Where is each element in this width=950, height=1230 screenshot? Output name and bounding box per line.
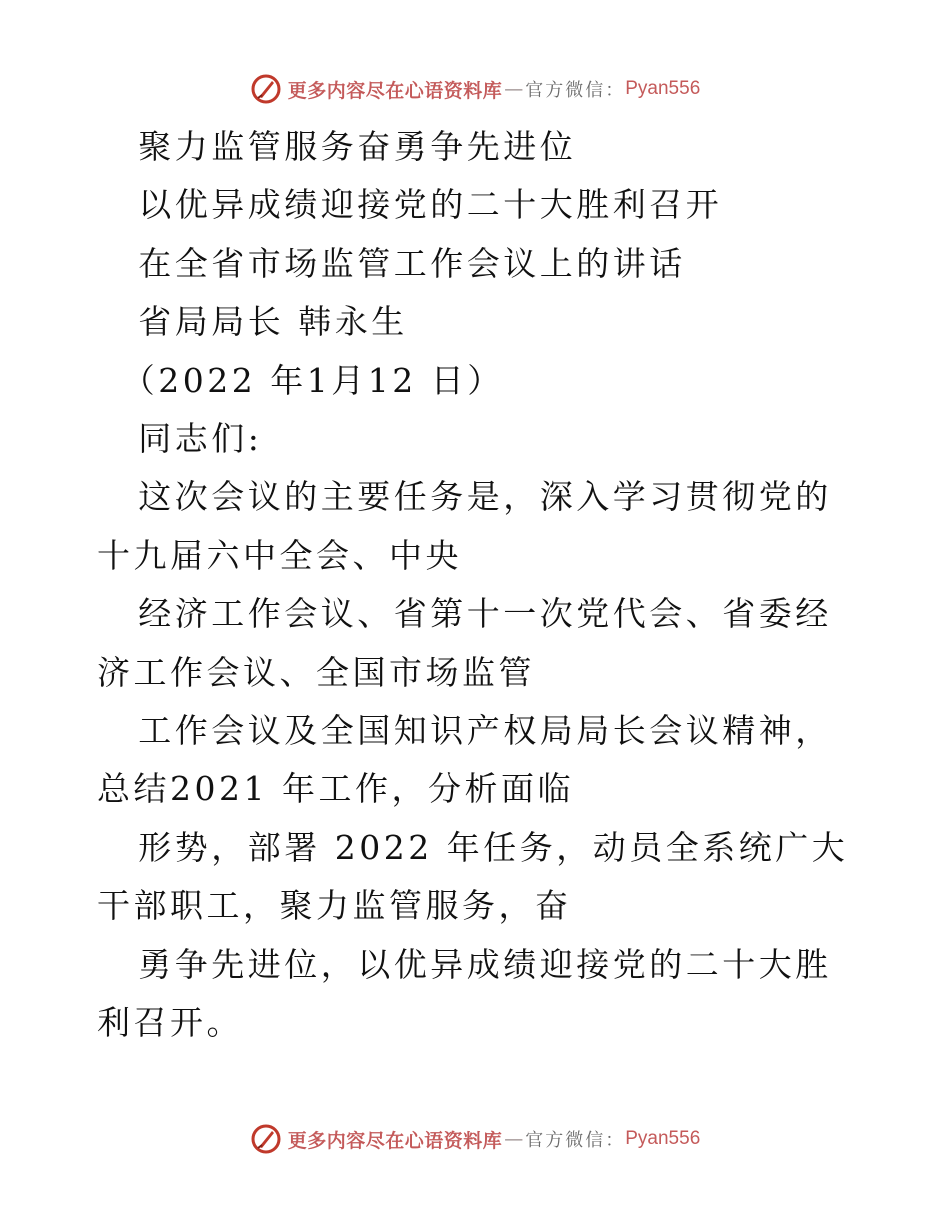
feather-pen-logo-icon: [250, 73, 282, 105]
body-paragraph: 形势，部署 2022 年任务，动员全系统广大干部职工，聚力监管服务，奋: [97, 827, 849, 926]
banner-dash: —: [504, 1128, 524, 1150]
footer-banner: [0, 1122, 950, 1156]
salutation: 同志们:: [138, 419, 263, 459]
speaker-line: 省局局长 韩永生: [138, 302, 408, 342]
title-line-3: 在全省市场监管工作会议上的讲话: [138, 243, 686, 283]
feather-pen-logo-icon: [250, 1123, 282, 1155]
title-line-2: 以优异成绩迎接党的二十大胜利召开: [138, 185, 723, 225]
banner-text: 更多内容尽在心语资料库: [287, 1129, 503, 1152]
banner-text: 更多内容尽在心语资料库: [287, 79, 503, 102]
banner-wechat-label: 官方微信：: [525, 80, 626, 101]
body-paragraph: 勇争先进位，以优异成绩迎接党的二十大胜利召开。: [97, 944, 832, 1043]
date-line: （2022 年1月12 日）: [121, 360, 504, 400]
body-paragraph: 经济工作会议、省第十一次党代会、省委经济工作会议、全国市场监管: [97, 594, 832, 692]
header-banner: [0, 72, 950, 106]
banner-wechat-id: Pyan556: [625, 78, 701, 99]
banner-wechat-id: Pyan556: [625, 1128, 701, 1149]
title-line-1: 聚力监管服务奋勇争先进位: [138, 127, 577, 166]
body-paragraph: 工作会议及全国知识产权局局长会议精神，总结2021 年工作，分析面临: [97, 711, 832, 809]
banner-wechat-label: 官方微信：: [525, 1130, 626, 1151]
document-body: [97, 118, 857, 1053]
body-paragraph: 这次会议的主要任务是，深入学习贯彻党的十九届六中全会、中央: [97, 477, 832, 575]
banner-dash: —: [504, 78, 524, 100]
